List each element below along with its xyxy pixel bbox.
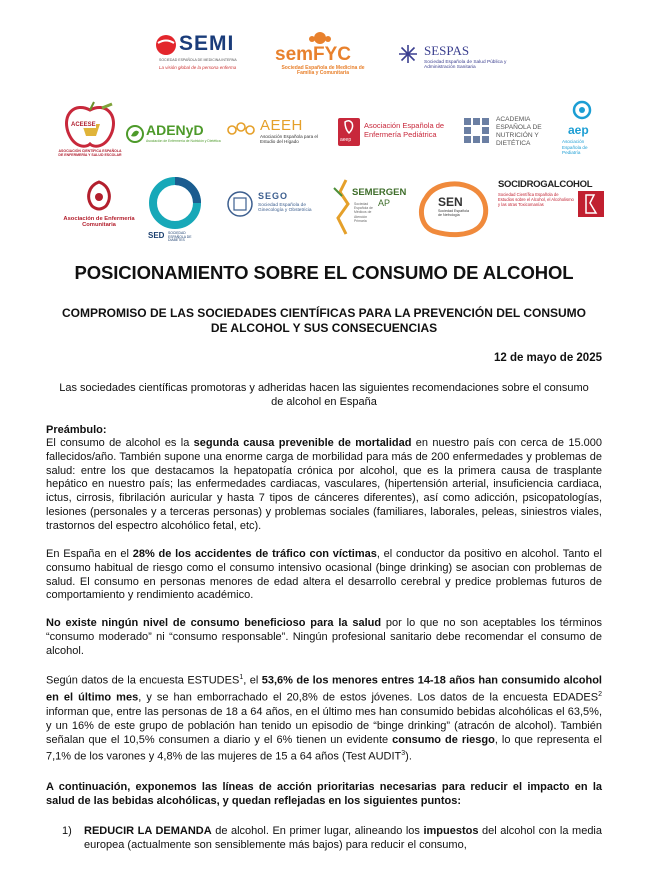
paragraph-1 xyxy=(46,437,602,534)
logo-sego xyxy=(226,190,322,224)
preamble-heading-text: Preámbulo: xyxy=(46,424,107,436)
list-item-text-b: de alcohol. En primer lugar, alineando los xyxy=(211,825,424,837)
p2-text-a: En España en el xyxy=(46,548,133,560)
logo-semfyc xyxy=(272,30,368,78)
p4-text-a: Según datos de la encuesta ESTUDES xyxy=(46,674,240,687)
adenyd-sub: Asociación de Enfermería de Nutrición y Dietética xyxy=(146,139,221,143)
sen-name: SEN xyxy=(438,195,463,209)
paragraph-5 xyxy=(46,781,602,809)
sed-logo-icon xyxy=(148,176,202,230)
logo-sen xyxy=(416,178,492,240)
paragraph-4 xyxy=(46,671,602,765)
aep-sub: Asociación Española de Pediatría xyxy=(562,139,588,155)
aep-logo-icon xyxy=(571,100,593,124)
sego-sub: Sociedad Española de Ginecología y Obstetricia xyxy=(258,203,312,214)
p4-bold-c: 53,6% de los menores entres 14-18 años han consumido alcohol en el último mes xyxy=(46,674,602,705)
socidrogalcohol-logo-icon xyxy=(578,191,604,217)
semfyc-sub: Sociedad Española de Medicina de Familia y Comunitaria xyxy=(281,65,365,77)
p2-text-c: , el conductor da positivo en alcohol. Tanto el consumo habitual de riesgo como el consumo intensivo ocasional (binge drinking) se asocian con problemas de salud. El consumo en personas menores de edad altera el desarrollo cerebral y predice problemas futuros de comportamiento y rendimiento académico. xyxy=(46,548,602,602)
sespas-sub: Sociedad Española de Salud Pública y Administración Sanitaria xyxy=(424,60,507,71)
preamble-heading xyxy=(46,424,602,438)
sed-name: SED xyxy=(148,231,165,240)
p1-text-c: en nuestro país con cerca de 15.000 fallecidos/año. También supone una enorme carga de morbilidad para más de 200 enfermedades y problemas de salud: entre los que destacamos la hepatopatía crónica por alcohol, que es la primera causa de trasplante hepático en nuestro país; las enfermedades cardiacas, vasculares, (hipertensión arterial, insuficiencia cardiaca, ictus, cirrosis, fibrilación auricular y hasta 7 tipos de cánceres diferentes), así como adicción, psicopatologías, lesiones (personales y a terceras personas) y problemas sociales (familiares, laborales, peleas, siniestros viales, trastornos del espectro alcohólico fetal, etc). xyxy=(46,437,603,532)
aec-name: Asociación de Enfermería Comunitaria xyxy=(63,216,135,229)
semergen-name: SEMERGEN xyxy=(352,187,407,198)
document-date: 12 de mayo de 2025 xyxy=(493,352,602,364)
p4-text-d: , y se han emborrachado el 20,8% de estos jóvenes. Los datos de la encuesta EDADES xyxy=(138,692,599,705)
logo-semergen xyxy=(330,178,410,238)
p3-text-c: por lo que no son aceptables los términos “consumo moderado” ni “consumo responsable”. Ningún profesional sanitario debe recomendar el consumo de alcohol. xyxy=(46,617,602,657)
logo-aeep xyxy=(338,118,448,148)
aep-name: aep xyxy=(568,123,589,137)
p5-bold: A continuación, exponemos las líneas de acción prioritarias necesarias para reducir el impacto en la salud de las bebidas alcohólicas, y quedan reflejadas en los siguientes puntos: xyxy=(46,781,602,807)
p1-bold: segunda causa prevenible de mortalidad xyxy=(193,437,412,449)
p4-text-e: informan que, entre las personas de 18 a 64 años, en el último mes han consumido bebidas alcohólicas el 63,5%, y un 16% de este grupo de población han tenido un episodio de “binge drinking” (atracón de alcohol). También señalan que el 10,5% consumen a diario y el 6% tienen un evidente xyxy=(46,705,602,746)
sespas-name: SESPAS xyxy=(424,43,470,58)
aeep-logo-icon xyxy=(338,118,360,146)
sego-name: SEGO xyxy=(258,191,289,201)
academia-logo-icon xyxy=(462,116,492,146)
p4-footnote-2: 2 xyxy=(598,691,602,699)
logo-sespas xyxy=(398,44,538,80)
sed-sub: SOCIEDAD ESPAÑOLA DE DIABETES xyxy=(168,231,192,243)
p3-bold: No existe ningún nivel de consumo beneficioso para la salud xyxy=(46,617,382,629)
semergen-small: Sociedad Española de Médicos de Atención Primaria xyxy=(354,202,373,223)
p4-text-g: , lo que representa el 7,1% de los varones y 4,8% de las mujeres de 15 a 64 años (Test AUDIT xyxy=(46,733,602,763)
semi-logo-icon xyxy=(155,34,177,56)
p4-text-h: ). xyxy=(405,750,412,763)
list-item-heading: REDUCIR LA DEMANDA xyxy=(84,825,212,837)
adenyd-leaf-icon xyxy=(126,125,144,143)
aeeh-sub: Asociación Española para el Estudio del Hígado xyxy=(260,134,318,144)
aceese-name: ACEESE xyxy=(71,122,96,128)
logo-semi xyxy=(155,32,255,76)
p1-text-a: El consumo de alcohol es la xyxy=(46,437,194,449)
logo-aceese xyxy=(57,100,123,166)
paragraph-2 xyxy=(46,548,602,603)
sego-logo-icon xyxy=(226,190,254,220)
p4-text-b: , el xyxy=(243,674,262,687)
socidrogalcohol-sub: Sociedad Científica Española de Estudios sobre el Alcohol, el Alcoholismo y las otras Toxicomanías xyxy=(498,192,574,207)
logo-aec xyxy=(62,180,136,234)
semergen-sub: AP xyxy=(378,198,391,208)
semi-name: SEMI xyxy=(179,32,235,55)
page-subtitle: COMPROMISO DE LAS SOCIEDADES CIENTÍFICAS PARA LA PREVENCIÓN DEL CONSUMO DE ALCOHOL Y SUS CONSECUENCIAS xyxy=(61,306,587,335)
aeeh-name: AEEH xyxy=(260,117,303,134)
page-title: POSICIONAMIENTO SOBRE EL CONSUMO DE ALCOHOL xyxy=(74,262,574,283)
adenyd-name: ADENyD xyxy=(146,122,204,138)
logo-academia xyxy=(462,116,552,150)
p2-bold: 28% de los accidentes de tráfico con víctimas xyxy=(132,548,377,560)
p4-footnote-1: 1 xyxy=(239,674,244,681)
p4-footnote-3: 3 xyxy=(401,750,406,758)
logo-aeeh xyxy=(226,118,326,148)
list-item xyxy=(62,825,602,853)
aeep-name: Asociación Española de Enfermería Pediátrica xyxy=(364,121,445,139)
aeep-short: aeep xyxy=(340,137,352,143)
logo-socidrogalcohol xyxy=(498,180,606,228)
p4-bold-f: consumo de riesgo xyxy=(392,733,495,746)
semfyc-name: semFYC xyxy=(275,44,352,65)
aeeh-logo-icon xyxy=(226,120,256,140)
preamble-heading-block xyxy=(46,424,602,438)
socidrogalcohol-name: SOCIDROGALCOHOL xyxy=(498,179,593,190)
action-list xyxy=(62,825,602,853)
list-item-bold-c: impuestos xyxy=(423,825,479,837)
semi-tagline: SOCIEDAD ESPAÑOLA DE MEDICINA INTERNA xyxy=(159,58,237,62)
semi-sub: La visión global de la persona enferma xyxy=(159,65,237,70)
paragraph-3 xyxy=(46,617,602,658)
logo-sed xyxy=(146,176,204,242)
logo-adenyd xyxy=(126,122,221,148)
list-item-number: 1) xyxy=(62,825,72,837)
aec-logo-icon xyxy=(84,180,114,212)
academia-name: ACADEMIA ESPAÑOLA DE NUTRICIÓN Y DIETÉTICA xyxy=(496,116,542,147)
sespas-logo-icon xyxy=(398,44,418,64)
sen-sub: Sociedad Española de Nefrología xyxy=(438,209,469,217)
intro-text: Las sociedades científicas promotoras y adheridas hacen las siguientes recomendaciones sobre el consumo de alcohol en España xyxy=(59,382,589,408)
list-item-text-d: del alcohol con la media europea (actualmente son sensiblemente más bajos) para reducir el consumo, xyxy=(84,825,602,851)
logo-aep xyxy=(562,100,602,160)
aceese-sub: ASOCIACIÓN CIENTÍFICA ESPAÑOLA DE ENFERMERÍA Y SALUD ESCOLAR xyxy=(58,149,122,157)
